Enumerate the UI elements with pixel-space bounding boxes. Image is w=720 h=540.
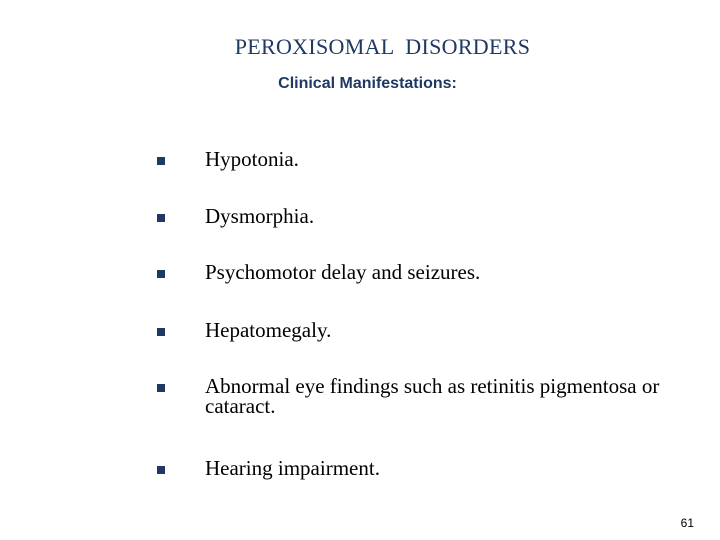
bullet-text: Psychomotor delay and seizures.: [205, 260, 481, 284]
bullet-text: Hypotonia.: [205, 147, 299, 171]
square-bullet-icon: [157, 157, 165, 165]
square-bullet-icon: [157, 466, 165, 474]
slide-title: PEROXISOMAL DISORDERS: [234, 34, 531, 59]
bullet-text: Hepatomegaly.: [205, 318, 332, 342]
square-bullet-icon: [157, 328, 165, 336]
square-bullet-icon: [157, 214, 165, 222]
page-number: 61: [680, 516, 694, 530]
bullet-text: Abnormal eye findings such as retinitis pigmentosa or cataract.: [205, 374, 660, 418]
bullet-text: Dysmorphia.: [205, 204, 315, 228]
square-bullet-icon: [157, 384, 165, 392]
slide-subtitle: Clinical Manifestations:: [278, 75, 457, 92]
square-bullet-icon: [157, 270, 165, 278]
bullet-text: Hearing impairment.: [205, 456, 380, 480]
